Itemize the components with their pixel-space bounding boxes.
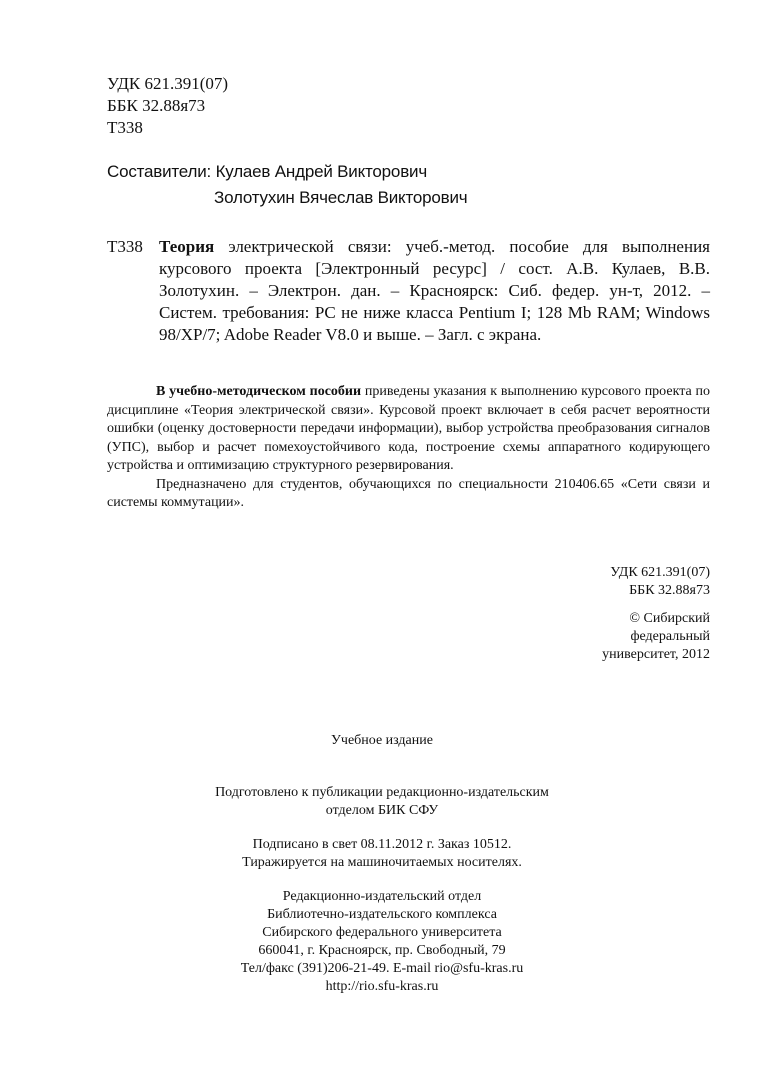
prepared-block bbox=[0, 784, 764, 820]
biblio-rest: электрической связи: учеб.-метод. пособие для выполнения курсового проекта [Электронный ресурс] / сост. А.В. Кулаев, В.В. Золотухин. – Электрон. дан. – Красноярск: Сиб. федер. ун-т, 2012. – Систем. требования: PC не ниже класса Pentium I; 128 Mb RAM; Windows 98/XP/7; Adobe Reader V8.0 и выше. – Загл. с экрана. bbox=[159, 237, 710, 344]
right-udk: УДК 621.391(07) bbox=[610, 565, 710, 580]
copyright-line-3: университет, 2012 bbox=[602, 647, 710, 662]
publisher-complex: Библиотечно-издательского комплекса bbox=[267, 907, 497, 922]
bbk-code: ББК 32.88я73 bbox=[107, 96, 206, 115]
annotation-paragraph-2: Предназначено для студентов, обучающихся по специальности 210406.65 «Сети связи и системы коммутации». bbox=[107, 476, 710, 510]
compiler-name-2: Золотухин Вячеслав Викторович bbox=[214, 188, 468, 207]
copyright-line-1: © Сибирский bbox=[629, 611, 710, 626]
author-mark: Т338 bbox=[107, 118, 143, 137]
copies-line: Тиражируется на машиночитаемых носителях. bbox=[242, 855, 522, 870]
biblio-text bbox=[159, 236, 710, 346]
compiler-name-1: Кулаев Андрей Викторович bbox=[215, 162, 427, 181]
annotation-p1-text: приведены указания к выполнению курсового проекта по дисциплине «Теория электрической связи». Курсовой проект включает в себя расчет вероятности ошибки (оценку достоверности передачи информации), выбор устройства преобразования сигналов (УПС), выбор и расчет помехоустойчивого кода, построение схемы аппаратного кодирующего устройства и оптимизацию структурного резервирования. bbox=[107, 384, 710, 473]
right-bbk: ББК 32.88я73 bbox=[629, 583, 710, 598]
classification-codes bbox=[107, 73, 228, 139]
bibliographic-description bbox=[107, 236, 710, 346]
publisher-url: http://rio.sfu-kras.ru bbox=[325, 979, 439, 994]
publisher-info bbox=[0, 888, 764, 996]
copyright-line-2: федеральный bbox=[630, 629, 710, 644]
annotation-paragraph-1 bbox=[107, 383, 710, 476]
publisher-contacts: Тел/факс (391)206-21-49. E-mail rio@sfu-kras.ru bbox=[240, 961, 524, 976]
annotation bbox=[107, 383, 710, 513]
compilers-block bbox=[107, 159, 467, 211]
edition-type-text: Учебное издание bbox=[331, 733, 433, 748]
compilers-row-1 bbox=[107, 159, 467, 185]
annotation-bold-lead: В учебно-методическом пособии bbox=[156, 384, 362, 399]
publisher-address: 660041, г. Красноярск, пр. Свободный, 79 bbox=[258, 943, 506, 958]
biblio-title: Теория bbox=[159, 237, 215, 256]
publication-info bbox=[0, 836, 764, 872]
right-classification-block bbox=[602, 564, 710, 664]
biblio-code: Т338 bbox=[107, 237, 143, 256]
prepared-line-2: отделом БИК СФУ bbox=[325, 803, 439, 818]
prepared-line-1: Подготовлено к публикации редакционно-издательским bbox=[215, 785, 549, 800]
edition-type bbox=[0, 732, 764, 750]
udk-code: УДК 621.391(07) bbox=[107, 74, 229, 93]
signed-line: Подписано в свет 08.11.2012 г. Заказ 10512. bbox=[252, 837, 512, 852]
publisher-dept: Редакционно-издательский отдел bbox=[282, 889, 482, 904]
publisher-university: Сибирского федерального университета bbox=[262, 925, 502, 940]
compilers-label: Составители: bbox=[107, 162, 212, 181]
